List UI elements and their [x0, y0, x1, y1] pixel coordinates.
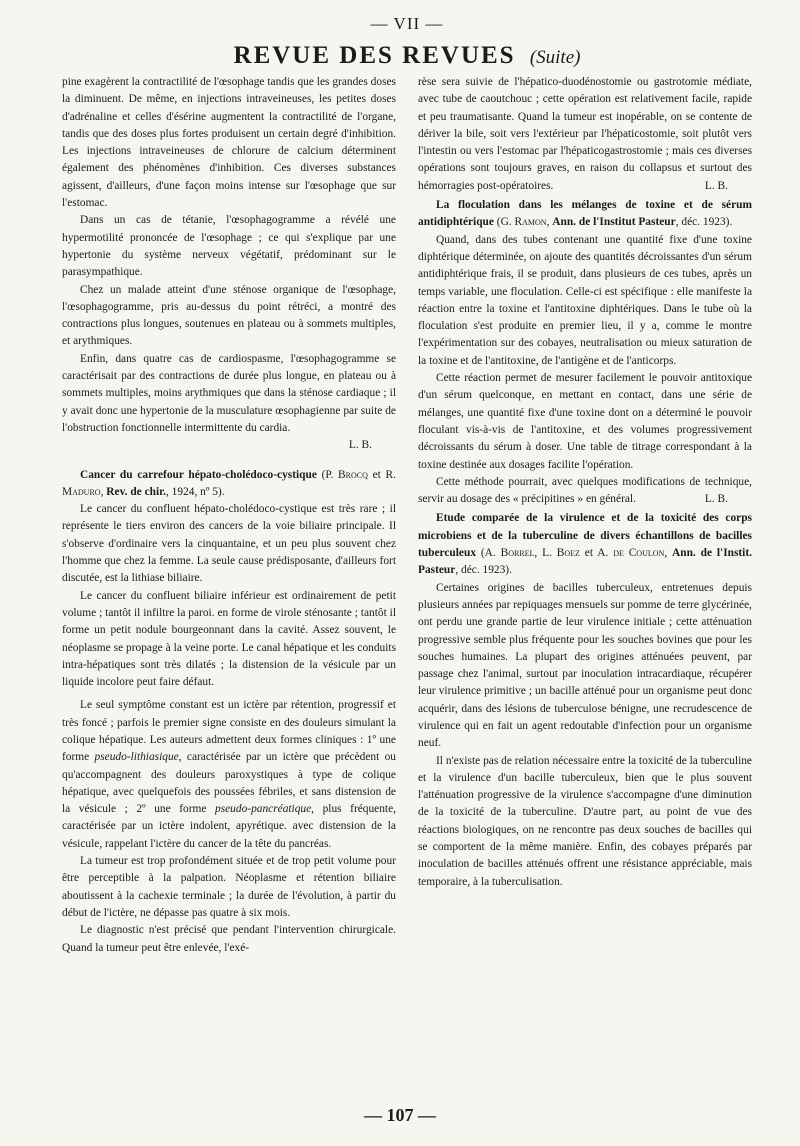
article-reference: (A. Borrel, L. Boez et A. de Coulon, Ann. de l'Instit. Pasteur, déc. 1923). [418, 547, 752, 577]
article-reference: (G. Ramon, Ann. de l'Institut Pasteur, déc. 1923). [493, 216, 733, 229]
author-initials: L. B. [704, 179, 728, 192]
article-title: La floculation dans les mélanges de toxine et de sérum antidiphtérique [418, 199, 752, 229]
left-column [62, 74, 396, 957]
article-heading [418, 197, 752, 232]
article-title: Cancer du carrefour hépato-cholédoco-cystique [80, 468, 317, 481]
page-number: — 107 — [364, 1105, 436, 1125]
paragraph: Cette réaction permet de mesurer facilement le pouvoir antitoxique d'un sérum quelconque, en mettant en contact, dans une série de mélanges, une quantité fixe d'une toxine dont on a déterminé le pouvoir floculant vis-à-vis de l'antitoxine, et des volumes progressivement décroissants du sérum à doser. Une table de titrage correspondant à la toxine destinée aux dosages facilite l'opération. [418, 372, 752, 471]
two-columns [62, 74, 752, 957]
right-column [418, 74, 752, 957]
author-name: Brocq [338, 468, 368, 481]
paragraph: Quand, dans des tubes contenant une quantité fixe d'une toxine diphtérique déterminée, on ajoute des quantités décroissantes d'un sérum antidiphtérique frais, il se produit, dans plusieurs de ces tubes, après un temps variable, une floculation. Celle-ci est spécifique : elle manifeste la réaction entre la toxine et l'antitoxine diphtériques. Dans le tube où la floculation s'est produite en premier lieu, il y a, comme le montre l'expérimentation sur des cobayes, neutralisation ou mieux saturation de la toxine et de l'antitoxine, de l'antigène et de l'anticorps. [418, 233, 752, 367]
paragraph: Certaines origines de bacilles tuberculeux, entretenues depuis plusieurs années par repiquages mensuels sur pomme de terre glycérinée, ont perdu une grande partie de leur virulence initiale ; cette atténuation progressive semble plus fréquente pour les souches bovines que pour les souches humaines. La plupart des origines atténuées peuvent, par passage chez l'animal, surtout par inoculation intracardiaque, récupérer leur virulence primitive ; un bacille atténué pour un organisme peut donc acquérir, dans des lésions de tuberculose bénigne, une recrudescence de virulence qui en fait un agent redoutable d'infection pour un organisme neuf. [418, 581, 753, 750]
journal-name: Rev. de chir. [106, 485, 166, 498]
paragraph: rèse sera suivie de l'hépatico-duodénostomie ou gastrotomie médiate, avec tube de caoutchouc ; cette opération est relativement facile, rapide et peu traumatisante. Quand la tumeur est inopérable, on se contente de dériver la bile, soit vers l'extérieur par l'hépaticostomie, soit plutôt vers l'intestin ou vers l'estomac par l'hépaticogastrostomie ; mais ces diverses opérations sont toujours graves, en raison du collapsus et surtout des hémorragies post-opératoires. L. B. [418, 74, 752, 195]
article-heading [62, 467, 396, 502]
author-name: Maduro [62, 485, 101, 498]
paragraph: Le seul symptôme constant est un ictère par rétention, progressif et très foncé ; parfois le premier signe consiste en des douleurs simulant la colique hépatique. Les auteurs admettent deux formes cliniques : 1º une forme pseudo-lithiasique, caractérisée par un ictère que précèdent ou qu'accompagnent des douleurs paroxystiques à type de colique hépatique, avec quelquefois des poussées fébriles, et sans distension de la vésicule ; 2º une forme pseudo-pancréatique, plus fréquente, caractérisée par un ictère indolent, apyrétique. avec distension de la vésicule, rappelant l'ictère du cancer de la tête du pancréas. [62, 699, 396, 850]
journal-name: Ann. de l'Institut Pasteur [552, 216, 676, 229]
article-title: Etude comparée de la virulence et de la toxicité des corps microbiens et de la tuberculine de divers échantillons de bacilles tuberculeux [418, 512, 752, 560]
paragraph: Le cancer du confluent hépato-cholédoco-cystique est très rare ; il représente le tiers environ des cancers de la voie biliaire principale. Il s'observe d'ordinaire vers la cinquantaine, et un peu plus souvent chez l'homme que chez la femme. La seule cause prédisposante, d'ailleurs fort discutée, est la lithiase biliaire. [62, 503, 396, 585]
author-name: Borrel [500, 547, 535, 560]
roman-folio: — VII — [370, 14, 444, 33]
paragraph: Cette méthode pourrait, avec quelques modifications de technique, servir au dosage des « précipitines » en général. L. B. [418, 474, 752, 509]
article-heading [418, 510, 752, 579]
paragraph: Le cancer du confluent biliaire inférieur est ordinairement de petit volume ; tantôt il infiltre la paroi. en forme de virole sténosante ; tantôt il forme un petit nodule bourgeonnant dans la cavité. Assez souvent, le néoplasme se propage à la veine porte. Le canal hépatique et les conduits intra-hépatiques sont très dilatés ; la distension de la vésicule par un liquide incolore peut faire défaut. [62, 589, 396, 689]
author-name: de Coulon [613, 547, 665, 560]
page-title [62, 42, 752, 72]
author-name: Boez [556, 547, 580, 560]
paragraph: Chez un malade atteint d'une sténose organique de l'œsophage, l'œsophagogramme, pris au-dessus du point rétréci, a montré des contractions plus longues, soutenues en plateau ou à sommets multiples, et arythmiques. [62, 283, 396, 348]
journal-title: REVUE DES REVUES [233, 42, 516, 69]
paragraph: Il n'existe pas de relation nécessaire entre la toxicité de la tuberculine et la virulence d'un bacille tuberculeux, bien que le plus souvent l'atténuation progressive de la virulence s'accompagne d'une diminution de la toxicité de la tuberculine. D'autre part, au point de vue des réactions biologiques, on ne rencontre pas deux souches de bacilles qui se comportent de la même manière. Enfin, des cobayes préparés par inoculation de bacilles atténués offrent une résistance appréciable, mais temporaire, à la tuberculisation. [418, 754, 752, 888]
paragraph: Dans un cas de tétanie, l'œsophagogramme a révélé une hypermotilité prononcée de l'œsophage ; ce qui s'explique par une hypertonie du système nerveux végétatif, prédominant sur le parasympathique. [62, 214, 396, 279]
paragraph: La tumeur est trop profondément située et de trop petit volume pour être perceptible à la palpation. Néoplasme et rétention biliaire aboutissent à la cachexie terminale ; la durée de l'évolution, à partir du début de l'ictère, ne dépasse pas quatre à six mois. [62, 855, 396, 919]
paragraph: Enfin, dans quatre cas de cardiospasme, l'œsophagogramme se caractérisait par des contractions de durée plus longue, en plateau ou à sommets multiples, moins arythmiques que dans la sténose cardiaque ; il y avait donc une hypertonie de la musculature œsophagienne par suite de l'obstruction fonctionnelle intermittente du cardia. [62, 352, 396, 434]
paragraph: pine exagèrent la contractilité de l'œsophage tandis que les grandes doses la diminuent. De même, en injections intraveineuses, les petites doses d'adrénaline et celles d'ésérine augmentent la contractilité de l'organe, tandis que des doses plus fortes produisent un certain degré d'inhibition. Les injections intraveineuses de chlorure de calcium déterminent également des phénomènes d'inhibition. Ces diverses substances agissent, d'ailleurs, d'une façon moins intense sur l'œsophage que sur l'estomac. [62, 76, 396, 210]
author-initials: L. B. [704, 493, 728, 506]
article-reference: (P. Brocq et R. Maduro, Rev. de chir., 1924, nº 5). [62, 468, 396, 498]
suite-label: (Suite) [529, 47, 581, 68]
author-initials: L. B. [348, 439, 372, 452]
author-name: Ramon [514, 216, 547, 229]
paragraph: Le diagnostic n'est précisé que pendant l'intervention chirurgicale. Quand la tumeur peut être enlevée, l'exé- [62, 924, 396, 954]
journal-name: Ann. de l'Instit. Pasteur [418, 547, 752, 577]
